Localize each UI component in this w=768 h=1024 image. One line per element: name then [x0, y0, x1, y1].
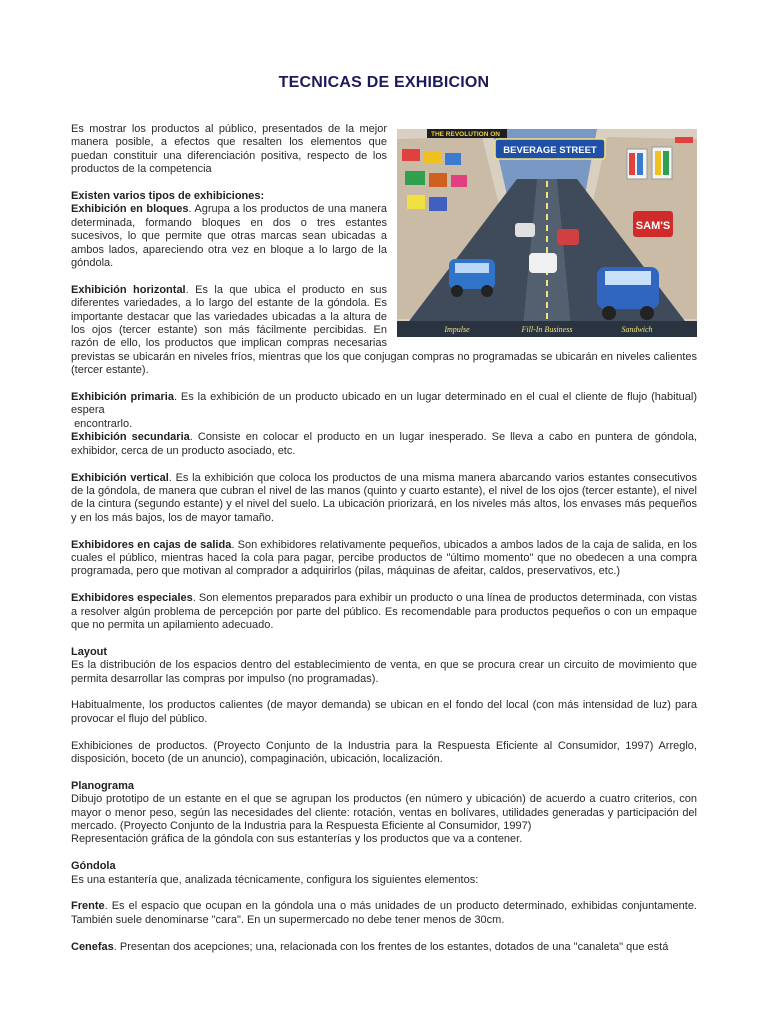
layout-paragraph-2: Habitualmente, los productos calientes (de mayor demanda) se ubican en el fondo del local (con más intensidad de luz) para provocar el flujo del público.: [71, 699, 697, 725]
sandwich-label: Sandwich: [621, 325, 653, 334]
page-title: TECNICAS DE EXHIBICION: [278, 74, 490, 91]
fill-in-label: Fill-In Business: [521, 325, 573, 334]
document-body: [71, 123, 697, 967]
frente-term: Frente: [71, 900, 105, 913]
primaria-term: Exhibición primaria: [71, 391, 174, 404]
bloques-paragraph: Exhibición en bloques. Agrupa a los productos de una manera determinada, formando bloques en dos o tres estantes sucesivos, lo que permite que otras marcas sean ubicadas a ambos lados, apareciendo otra vez en bloque a lo largo de la góndola.: [71, 203, 387, 270]
horizontal-paragraph: Exhibición horizontal. Es la que ubica el producto en sus diferentes variedades, a lo largo del estante de la góndola. Es importante destacar que las variedades ubicadas a la altura de los ojos (tercer estante) son más fácilmente percibidas. En razón de ello, los productos que implican compras necesarias previstas se ubicarán en niveles fríos, mientras que los que conjugan compras no programadas se ubicarán en niveles calientes (tercer estante).: [71, 283, 697, 377]
primaria-paragraph: Exhibición primaria. Es la exhibición de un producto ubicado en un lugar determinado en el cual el cliente de flujo (habitual) espera encontrarlo.: [71, 391, 697, 430]
store-sign-text: SAM'S: [635, 220, 671, 232]
vertical-paragraph: Exhibición vertical. Es la exhibición que coloca los productos de una misma manera abarcando varios estantes consecutivos de la góndola, de manera que cubran el nivel de las manos (quinto y cuarto estante), el nivel de los ojos (tercer estante), el nivel de la cintura (segundo estante) y el nivel del suelo. La ubicación priorizará, en los niveles más altos, los envases más pequeños y en los más bajos, los de mayor tamaño.: [71, 471, 697, 524]
gondola-paragraph: Es una estantería que, analizada técnicamente, configura los siguientes elementos:: [71, 873, 479, 886]
cenefas-paragraph: Cenefas. Presentan dos acepciones; una, relacionada con los frentes de los estantes, dotados de una "canaleta" que está: [71, 940, 669, 953]
horizontal-term: Exhibición horizontal: [71, 283, 186, 296]
intro-paragraph: Es mostrar los productos al público, presentados de la mejor manera posible, a efectos que resalten los elementos que puedan constituir una diferenciación positiva, respecto de los productos de la competencia: [71, 123, 387, 176]
revolution-label: THE REVOLUTION ON: [431, 131, 500, 138]
cajas-paragraph: Exhibidores en cajas de salida. Son exhibidores relativamente pequeños, ubicados a ambos lados de la caja de salida, en los cuales el público, mientras haced la cola para pagar, percibe productos de "último momento" que no obedecen a una compra programada, pero que motivan al comprador a adquirirlos (pilas, máquinas de afeitar, caldos, preservativos, etc.): [71, 538, 697, 578]
beverage-street-illustration: [397, 129, 697, 337]
gondola-heading: Góndola: [71, 860, 116, 873]
planograma-heading: Planograma: [71, 779, 134, 792]
impulse-label: Impulse: [444, 325, 470, 334]
frente-paragraph: Frente. Es el espacio que ocupan en la góndola una o más unidades de un producto determinado, exhibidas conjuntamente. También suele denominarse "cara". En un supermercado no debe tener menos de 30cm.: [71, 900, 697, 926]
vertical-term: Exhibición vertical: [71, 471, 169, 484]
especiales-paragraph: Exhibidores especiales. Son elementos preparados para exhibir un producto o una línea de productos determinada, con vistas a resolver algún problema de percepción por parte del público. Es recomendable para productos pequeños o con un empaque que no permita un apilamiento adecuado.: [71, 592, 698, 631]
planograma-paragraph: Dibujo prototipo de un estante en el que se agrupan los productos (en número y ubicación) de acuerdo a cuatro criterios, con mayor o menor peso, según las necesidades del cliente: rotación, ventas en bolívares, utilidades generadas y participación del mercado. (Proyecto Conjunto de la Industria para la Respuesta Eficiente al Consumidor, 1997): [71, 793, 697, 832]
secundaria-paragraph: Exhibición secundaria. Consiste en colocar el producto en un lugar inesperado. Se lleva a cabo en puntera de góndola, exhibidor, cerca de un producto asociado, etc.: [71, 431, 697, 457]
layout-heading: Layout: [71, 645, 108, 658]
layout-paragraph: Es la distribución de los espacios dentro del establecimiento de venta, en que se procura crear un circuito de movimiento que permita desarrollar las compras por impulso (no programadas).: [71, 659, 697, 685]
cenefas-term: Cenefas: [71, 940, 114, 953]
bloques-term: Exhibición en bloques: [71, 203, 189, 216]
secundaria-term: Exhibición secundaria: [71, 431, 190, 444]
beverage-street-sign: BEVERAGE STREET: [503, 145, 597, 156]
layout-paragraph-3: Exhibiciones de productos. (Proyecto Conjunto de la Industria para la Respuesta Eficiente al Consumidor, 1997) Arreglo, disposición, boceto (de un anuncio), compaginación, ubicación, localización.: [71, 739, 697, 765]
cajas-term: Exhibidores en cajas de salida: [71, 538, 232, 551]
planograma-paragraph-2: Representación gráfica de la góndola con sus estanterías y los productos que va a contener.: [71, 833, 523, 846]
types-heading: Existen varios tipos de exhibiciones:: [71, 190, 265, 203]
especiales-term: Exhibidores especiales: [71, 592, 193, 605]
